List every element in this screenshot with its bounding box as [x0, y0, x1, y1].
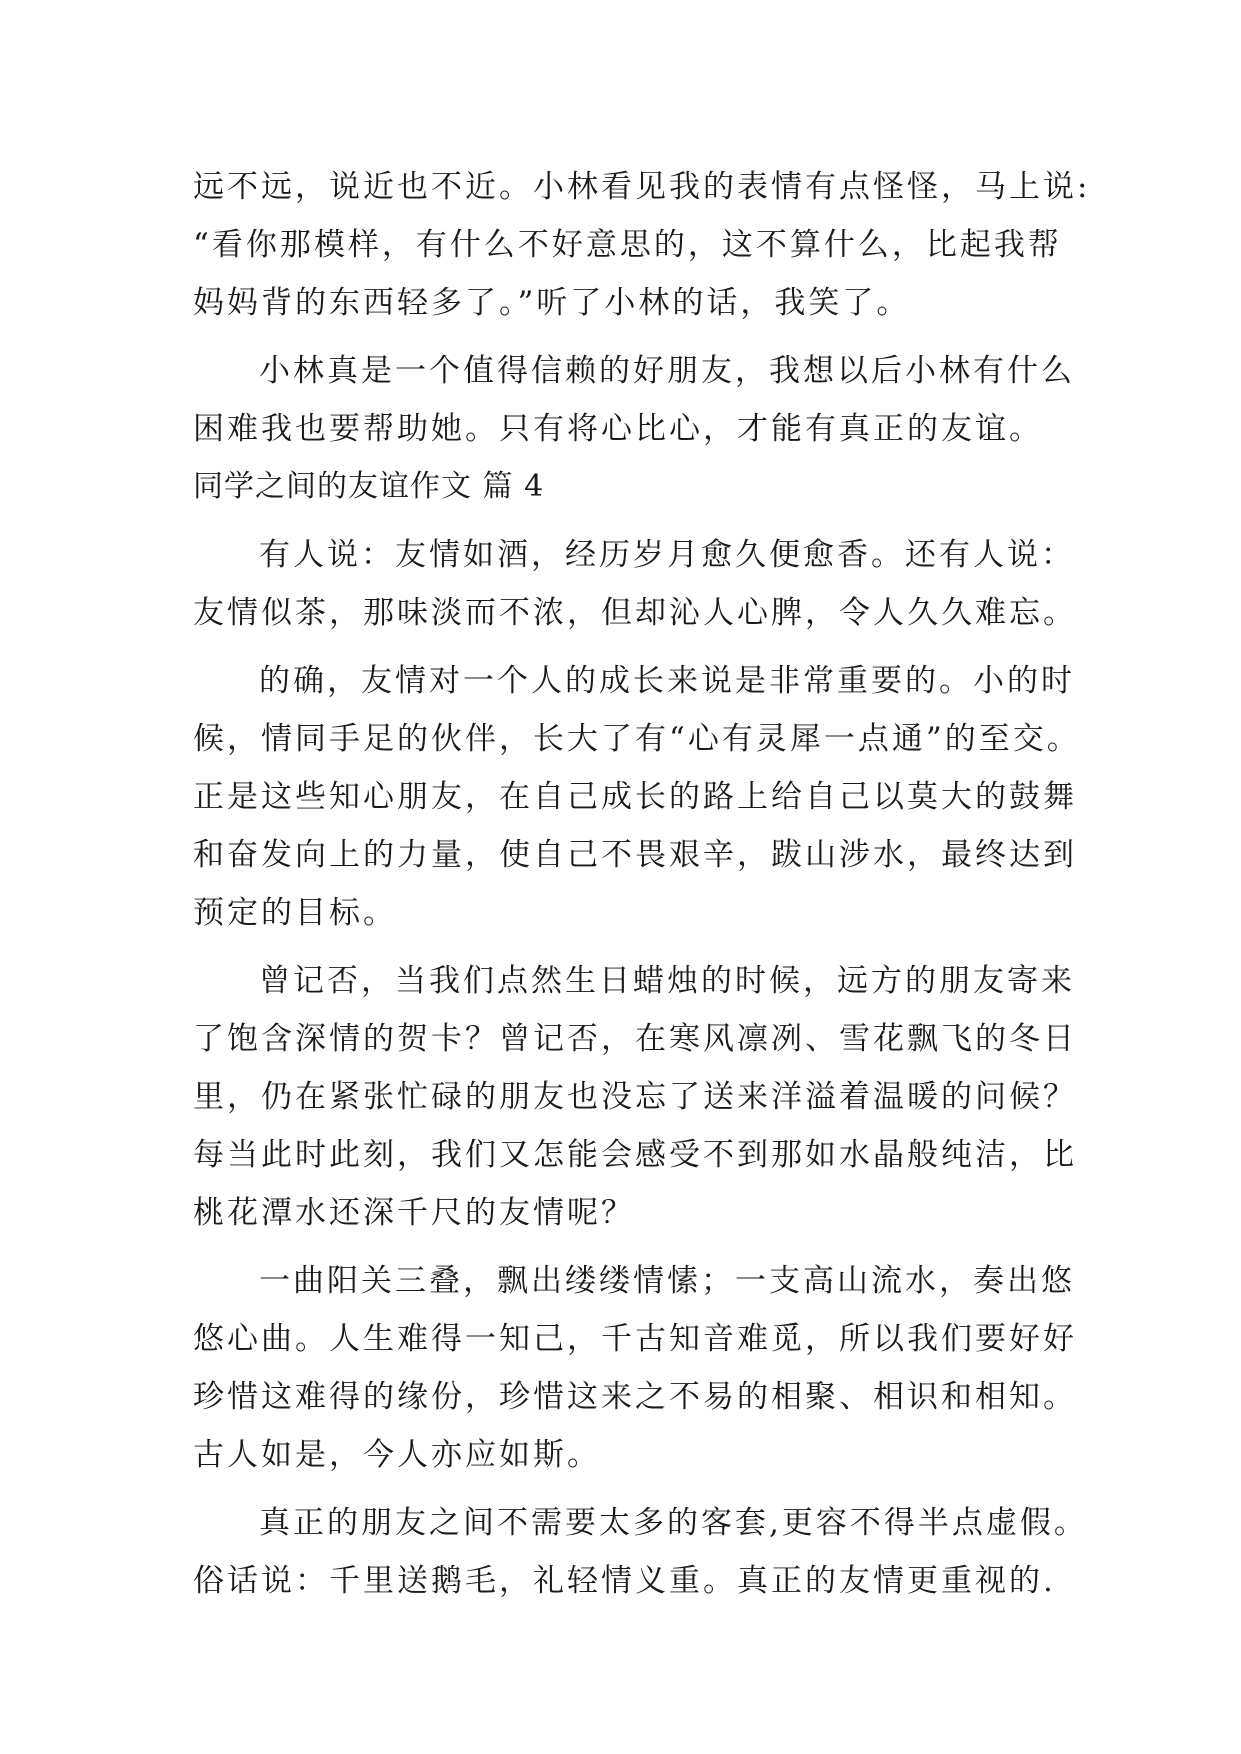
- paragraph-4: [193, 652, 1093, 942]
- text-line: 了饱含深情的贺卡？曾记否，在寒风凛冽、雪花飘飞的冬日: [193, 1021, 1077, 1057]
- text-line: 困难我也要帮助她。只有将心比心，才能有真正的友谊。: [193, 411, 1043, 447]
- section-heading: 同学之间的友谊作文 篇 4: [193, 469, 545, 504]
- text-line: 曾记否，当我们点然生日蜡烛的时候，远方的朋友寄来: [259, 963, 1075, 999]
- text-line: 友情似茶，那味淡而不浓，但却沁人心脾，令人久久难忘。: [193, 595, 1077, 631]
- document-body: [193, 158, 1093, 1610]
- text-line: 远不远，说近也不近。小林看见我的表情有点怪怪，马上说:: [193, 169, 1091, 205]
- text-line: 真正的朋友之间不需要太多的客套,更容不得半点虚假。: [259, 1505, 1088, 1541]
- paragraph-1: [193, 158, 1093, 332]
- text-line: 的确，友情对一个人的成长来说是非常重要的。小的时: [259, 663, 1075, 699]
- text-line: 小林真是一个值得信赖的好朋友，我想以后小林有什么: [259, 353, 1075, 389]
- text-line: 候，情同手足的伙伴，长大了有“心有灵犀一点通”的至交。: [193, 721, 1081, 757]
- text-line: 俗话说：千里送鹅毛，礼轻情义重。真正的友情更重视的.: [193, 1563, 1056, 1599]
- text-line: 正是这些知心朋友，在自己成长的路上给自己以莫大的鼓舞: [193, 779, 1077, 815]
- text-line: 和奋发向上的力量，使自己不畏艰辛，跋山涉水，最终达到: [193, 837, 1077, 873]
- paragraph-3: [193, 526, 1093, 642]
- text-line: 桃花潭水还深千尺的友情呢？: [193, 1195, 635, 1231]
- text-line: 里，仍在紧张忙碌的朋友也没忘了送来洋溢着温暖的问候？: [193, 1079, 1077, 1115]
- text-line: 古人如是，今人亦应如斯。: [193, 1437, 601, 1473]
- text-line: 每当此时此刻，我们又怎能会感受不到那如水晶般纯洁，比: [193, 1137, 1077, 1173]
- text-line: 悠心曲。人生难得一知己，千古知音难觅，所以我们要好好: [193, 1321, 1077, 1357]
- text-line: “看你那模样，有什么不好意思的，这不算什么，比起我帮: [193, 227, 1062, 263]
- text-line: 有人说：友情如酒，经历岁月愈久便愈香。还有人说：: [259, 537, 1075, 573]
- paragraph-7: [193, 1494, 1093, 1610]
- text-line: 预定的目标。: [193, 895, 397, 931]
- paragraph-6: [193, 1252, 1093, 1484]
- paragraph-2: [193, 342, 1093, 458]
- text-line: 珍惜这难得的缘份，珍惜这来之不易的相聚、相识和相知。: [193, 1379, 1077, 1415]
- paragraph-5: [193, 952, 1093, 1242]
- text-line: 妈妈背的东西轻多了。”听了小林的话，我笑了。: [193, 285, 911, 321]
- text-line: 一曲阳关三叠，飘出缕缕情愫；一支高山流水，奏出悠: [259, 1263, 1075, 1299]
